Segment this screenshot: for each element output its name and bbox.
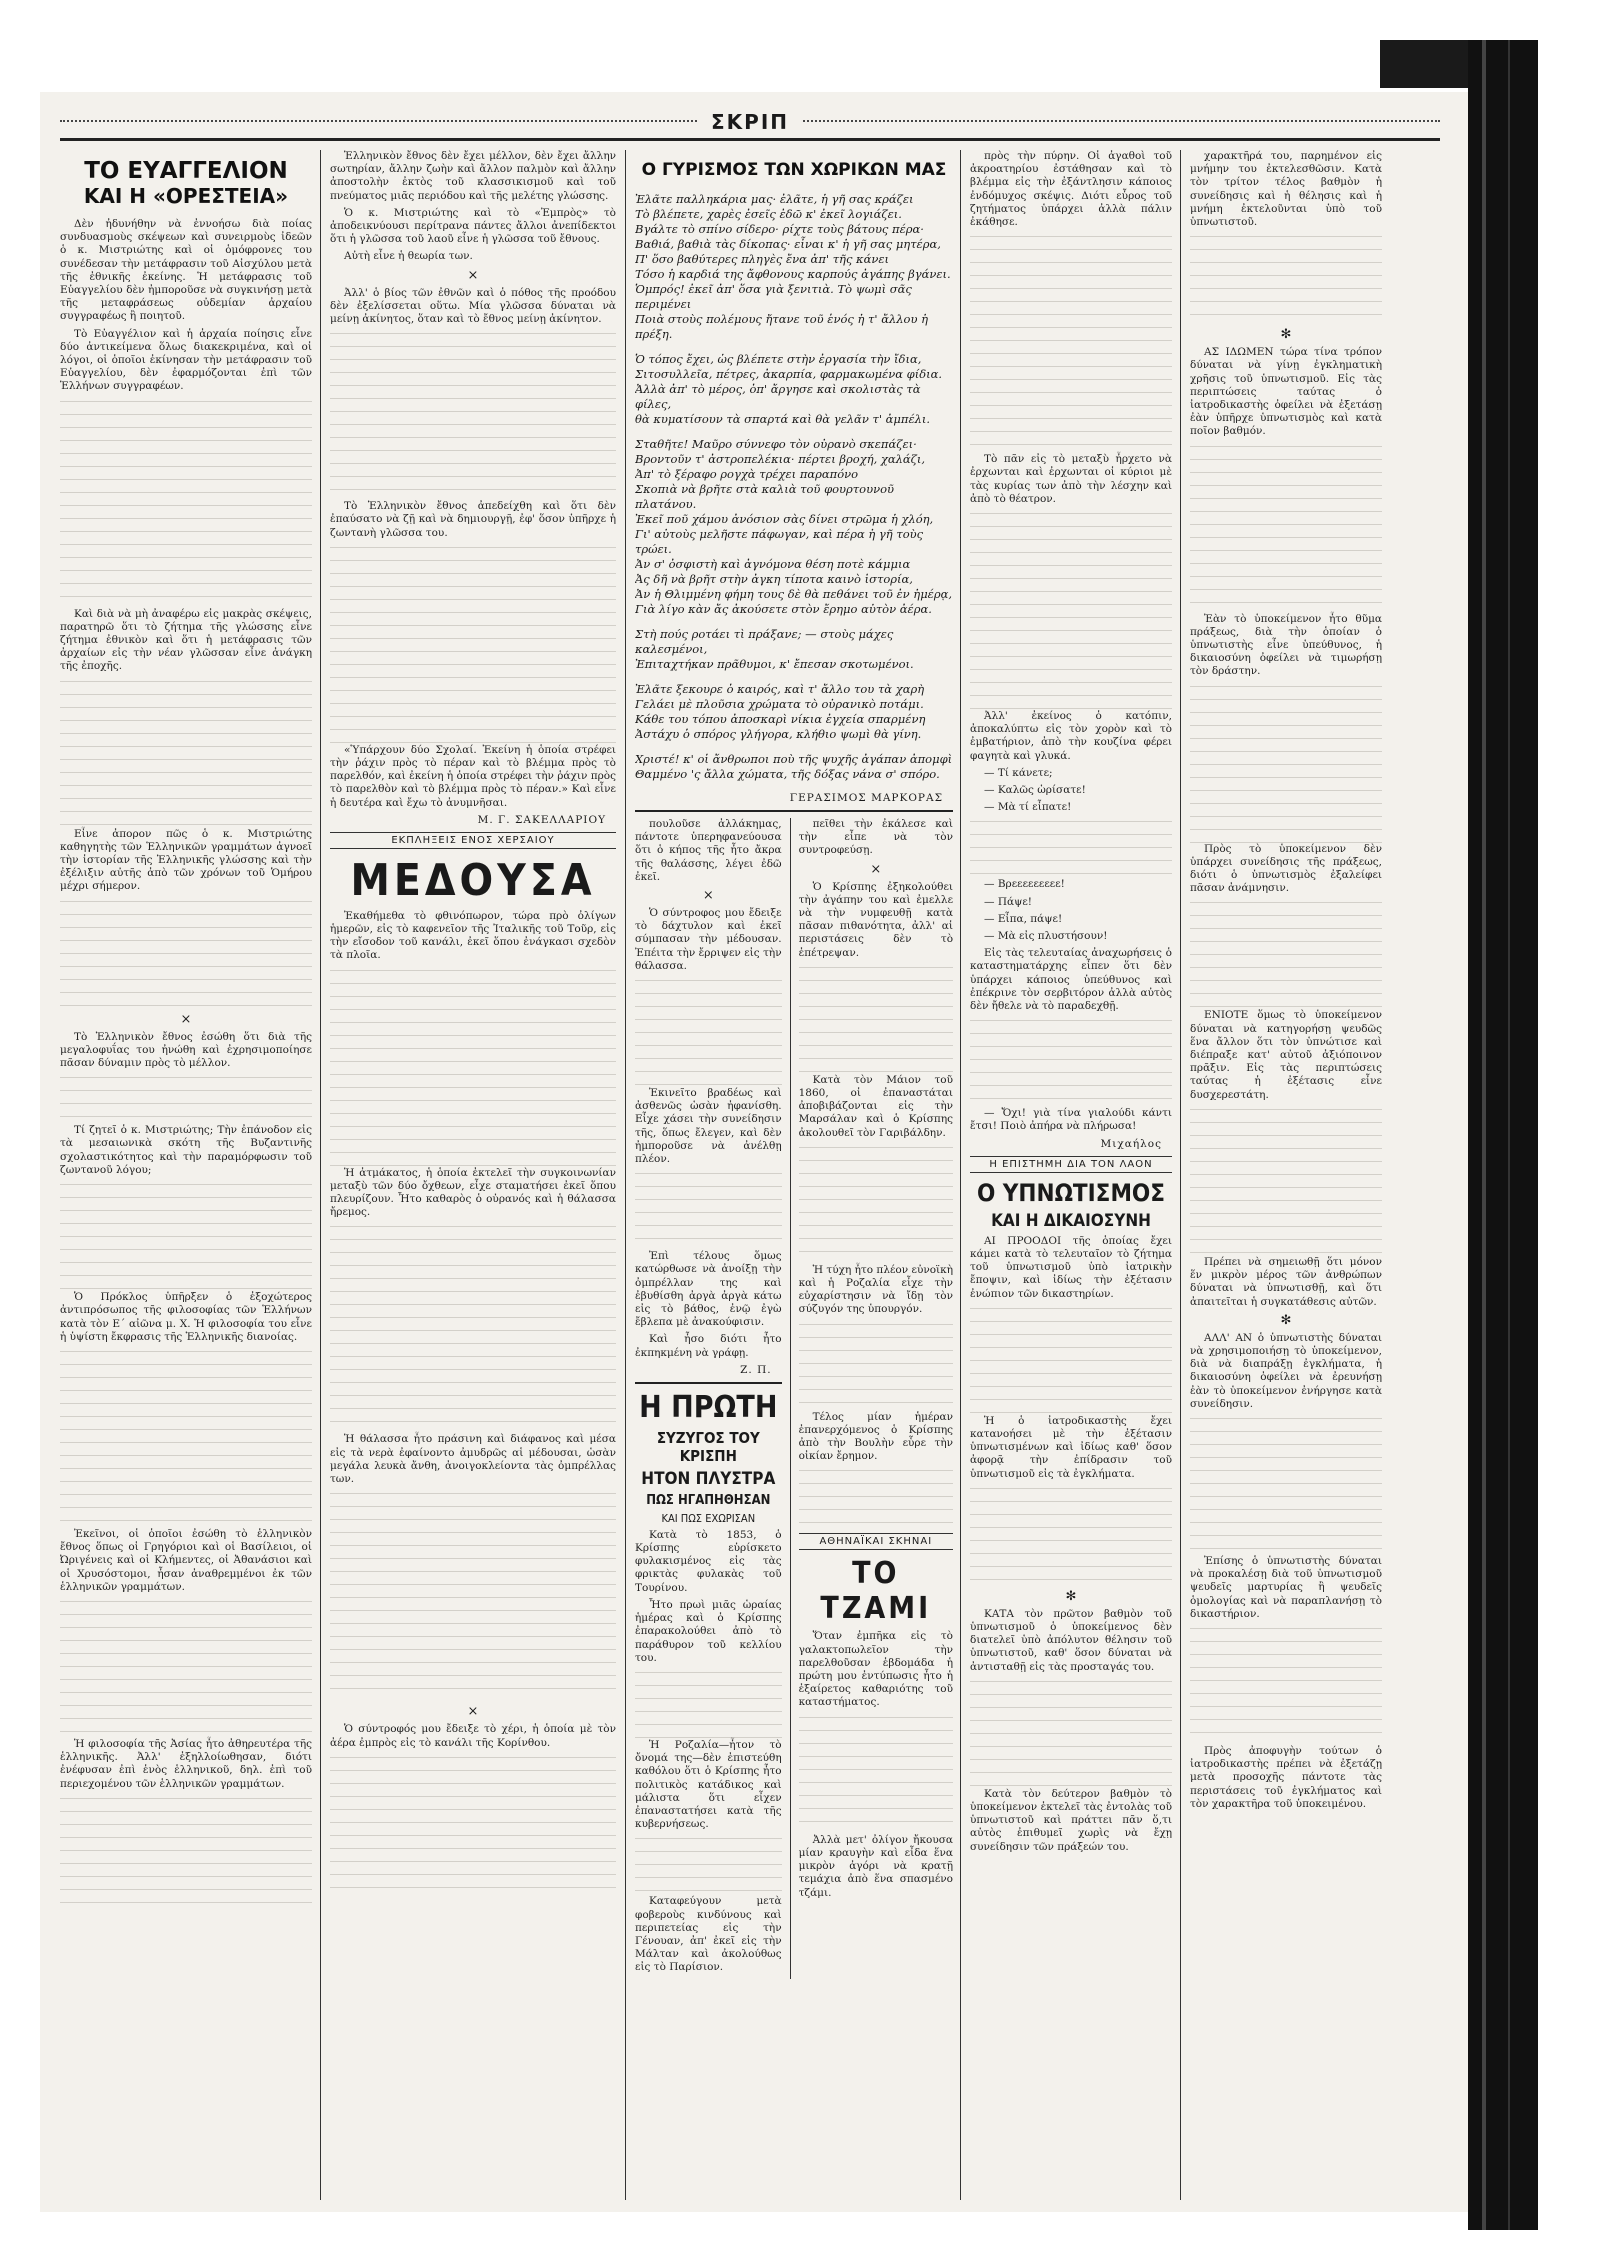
scan-binding-edge xyxy=(1468,40,1538,2230)
dialogue-line: — Μὰ τί εἶπατε! xyxy=(984,801,1072,814)
section-rule xyxy=(635,810,953,812)
column-3 xyxy=(635,150,953,2200)
article-paragraph: Εἰς τὰς τελευταίας ἀναχωρήσεις ὁ καταστηματάρχης εἶπεν ὅτι δὲν ὑπάρχει κάποιος ὑπεύθυνος καὶ ἐπέκρινε τὸν σερβιτόρον ἀλλὰ αὐτὸς δὲν ἤθελε νὰ τὸ παραδεχθῇ. xyxy=(970,947,1172,1013)
text-block-placeholder xyxy=(970,1485,1172,1585)
text-block-placeholder xyxy=(970,818,1172,878)
dialogue-line: — Πάψε! xyxy=(984,895,1032,908)
article-paragraph: Ἦτο πρωὶ μιᾶς ὡραίας ἡμέρας καὶ ὁ Κρίσπης ἐπαρακολούθει ἀπὸ τὸ παράθυρον τοῦ κελλίου του. xyxy=(635,1598,782,1664)
sub-column-left xyxy=(635,818,782,1979)
article-paragraph: ΑΙ ΠΡΟΟΔΟΙ τῆς ὁποίας ἔχει κάμει κατὰ τὸ τελευταῖον τὸ ζήτημα τοῦ ὑπνωτισμοῦ ὑπὸ ἰατρικὴν ἔποψιν, καὶ ἰδίως τὴν ἐξέτασιν ἐνώπιον τῶν δικαστηρίων. xyxy=(970,1234,1172,1300)
headline-dikaiosyni: ΚΑΙ Η ΔΙΚΑΙΟΣΥΝΗ xyxy=(991,1210,1151,1231)
article-paragraph: Καὶ ἦσο διότι ἦτο ἐκπηκμένη νὰ γράφῃ. xyxy=(635,1333,782,1359)
text-block-placeholder xyxy=(970,1017,1172,1107)
section-cross: × xyxy=(180,1011,192,1027)
text-block-placeholder xyxy=(330,1490,616,1700)
text-block-placeholder xyxy=(1190,1106,1382,1256)
article-paragraph: Τὸ Εὐαγγέλιον καὶ ἡ ἀρχαία ποίησις εἶνε δύο ἀντικείμενα ὅλως διακεκριμένα, καὶ οἱ λόγοι, οἱ ὁποῖοι ἐκίνησαν τὴν μετάφρασιν τοῦ Εὐαγγελίου, δὲν ἐφαρμόζονται ἐπὶ τῶν Ἑλλήνων συγγραφέων. xyxy=(60,327,312,393)
text-block-placeholder xyxy=(635,977,782,1087)
masthead xyxy=(60,110,1440,141)
article-paragraph: Ἑλληνικὸν ἔθνος δὲν ἔχει μέλλον, δὲν ἔχει ἄλλην σωτηρίαν, ἄλλην ζωὴν καὶ ἄλλον παλμὸν καὶ ἄλλην ἀποστολὴν ἐκτὸς τοῦ κλασσικισμοῦ καὶ τοῦ πνεύματος μιᾶς περιόδου καὶ τῆς μελέτης γλώσσης. xyxy=(330,150,616,202)
article-paragraph: Ἐκεῖνοι, οἱ ὁποῖοι ἐσώθη τὸ ἑλληνικὸν ἔθνος ὅπως οἱ Γρηγόριοι καὶ οἱ Βασίλειοι, οἱ Ὠριγένεις καὶ οἱ Κλήμεντες, οἱ Ἀθανάσιοι καὶ οἱ Χρυσόστομοι, ἦσαν ἀναθρεμμένοι ἐκ τῶν ἑλληνικῶν γραμμάτων. xyxy=(60,1527,312,1593)
headline-pos-agapithisan: ΠΩΣ ΗΓΑΠΗΘΗΣΑΝ xyxy=(646,1492,771,1508)
article-paragraph: Ἡ ὁ ἰατροδικαστὴς ἔχει κατανοήσει μὲ τὴν ἐξέτασιν ὑπνωτισμένων καὶ ἰδίως καθ' ὅσον ἀφορᾷ τὴν ἐπίδρασιν τοῦ ὑπνωτισμοῦ εἰς τὰ ἐγκλήματα. xyxy=(970,1414,1172,1480)
poem-byline: ΓΕΡΑΣΙΜΟΣ ΜΑΡΚΟΡΑΣ xyxy=(789,792,943,804)
section-star: ✻ xyxy=(1280,327,1292,343)
sub-column-rule xyxy=(790,818,791,1979)
article-paragraph: Ὁ Κρίσπης ἐξηκολούθει τὴν ἀγάπην του καὶ ἐμελλε νὰ τὴν νυμφευθῇ κατὰ πᾶσαν πιθανότητα, ἀλλ' αἱ περιστάσεις δὲν τὸ ἐπέτρεψαν. xyxy=(798,880,953,959)
poem-stanza: Σταθῆτε! Μαῦρο σύννεφο τὸν οὐρανὸ σκεπάζει· Βροντοῦν τ' ἀστροπελέκια· πέρτει βροχή, χαλάζι, Ἀπ' τὸ ξέραφο ρογχὰ τρέχει παραπόνο Σκοπιὰ νὰ βρῆτε στὰ καλιὰ τοῦ φουρτουνοῦ πλατάνου. Ἐκεῖ ποῦ χάμου ἀνόσιον σὰς δίνει στρῶμα ἡ χλόη, Γι' αὐτοὺς μελῆστε πάφωγαν, καὶ πέρα ἡ γῆ τοὺς τρώει. Ἀν σ' ὀσφιστὴ καὶ ἀγνόμονα θέση ποτὲ κάμμια Ἀς δῆ νὰ βρῆτ στὴν ἀγκη τίποτα καινὸ ἱστορία, Ἀν ἡ Θλιμμένη φήμη τους δὲ θὰ πεθάνει τοῦ ἐν ἡμέρᾳ, Γιὰ λίγο κὰν ἄς ἀκούσετε στὸν ἔρημο αὐτὸν ἀέρα. xyxy=(635,437,953,616)
text-block-placeholder xyxy=(799,1714,953,1834)
article-paragraph: Ἀλλὰ μετ' ὀλίγον ἤκουσα μίαν κραυγὴν καὶ εἶδα ἕνα μικρὸν ἀγόρι νὰ κρατῇ τεμάχια ἀπὸ ἕνα σπασμένο τζάμι. xyxy=(798,1833,953,1899)
article-byline: Μ. Γ. ΣΑΚΕΛΛΑΡΙΟΥ xyxy=(477,813,606,826)
article-paragraph: Καὶ διὰ νὰ μὴ ἀναφέρω εἰς μακρὰς σκέψεις, παρατηρῶ ὅτι τὸ ζήτημα τῆς γλώσσης εἶνε ζήτημα ἐθνικὸν καὶ ὅτι ἡ μετάφρασις τῶν ἀρχαίων εἰς τὴν νέαν γλῶσσαν εἶνε ἀνάγκη τῆς ἐποχῆς. xyxy=(60,607,312,673)
article-paragraph: Τὸ πᾶν εἰς τὸ μεταξὺ ἦρχετο νὰ ἐρχωνται καὶ ἐρχωνται οἱ κύριοι μὲ τὰς κυρίας των ἀπὸ τὴν λέσχην καὶ ἀπὸ τὸ θέατρον. xyxy=(970,453,1172,505)
article-paragraph: Κατὰ τὸν δεύτερον βαθμὸν τὸ ὑποκείμενον ἐκτελεῖ τὰς ἐντολὰς τοῦ ὑπνωτιστοῦ καὶ πράττει πᾶν ὅ,τι αὐτὸς ἐπιθυμεῖ χωρὶς νὰ ἔχῃ συνείδησιν τῶν πράξεών του. xyxy=(970,1787,1172,1853)
column-rule xyxy=(960,150,961,2200)
article-paragraph: Αὐτὴ εἶνε ἡ θεωρία των. xyxy=(344,250,473,263)
text-block-placeholder xyxy=(60,1074,312,1124)
text-block-placeholder xyxy=(1190,233,1382,323)
column-1 xyxy=(60,150,312,2200)
article-paragraph: Πρὸς τὸ ὑποκείμενον δὲν ὑπάρχει συνείδησις τῆς πράξεως, διότι ὁ ὑπνωτισμὸς ἐξαλείφει πᾶσαν ἀνάμνησιν. xyxy=(1190,842,1382,895)
text-block-placeholder xyxy=(1190,1415,1382,1555)
text-block-placeholder xyxy=(970,510,1172,710)
poem-stanza: Ἐλᾶτε ξεκουρε ὁ καιρός, καὶ τ' ἄλλο του τὰ χαρὴ Γελάει μὲ πλοῦσια χρώματα τὸ οὐρανικὸ ποτάμι. Κάθε του τόπου ἀποσκαρὶ νίκια ἐγχεία σπαρμένη Ἀστάχυ ὁ σπόρος γλήγορα, κλήθιο ψωμὶ θὰ γίνη. xyxy=(635,682,926,741)
section-kicker: ΑΘΗΝΑΪΚΑΙ ΣΚΗΝΑΙ xyxy=(799,1533,953,1550)
text-block-placeholder xyxy=(60,1181,312,1291)
article-paragraph: Ἐκινεῖτο βραδέως καὶ ἀσθενῶς ὡσὰν ἠφανίσθη. Εἶχε χάσει τὴν συνείδησιν τῆς, ὅπως ἔλεγεν, καὶ δὲν ἠμποροῦσε νὰ ἀνέλθῃ πλέον. xyxy=(635,1087,782,1166)
column-rule xyxy=(625,150,626,2200)
headline-gyrismos: Ο ΓΥΡΙΣΜΟΣ ΤΩΝ ΧΩΡΙΚΩΝ ΜΑΣ xyxy=(641,160,947,180)
article-paragraph: Ἡ φιλοσοφία τῆς Ἀσίας ἦτο ἀθηρευτέρα τῆς ἑλληνικῆς. Ἀλλ' ἐξηλλοίωθησαν, διότι ἐνέφυσαν ἐπὶ ἑνὸς ἑλληνικοῦ, δηλ. ἐπὶ τοῦ περιεχομένου τῶν ἑλληνικῶν γραμμάτων. xyxy=(60,1737,312,1790)
text-block-placeholder xyxy=(60,1795,312,1915)
headline-pos-exorisan: ΚΑΙ ΠΩΣ ΕΧΩΡΙΣΑΝ xyxy=(661,1511,756,1525)
article-paragraph: πουλοῦσε ἀλλάκημας, πάντοτε ὑπερηφανεύουσα ὅτι ὁ κήπος τῆς ἦτο ἄκρα τῆς θαλάσσης, λέγει ἐδῶ ἐκεῖ. xyxy=(635,818,782,883)
text-block-placeholder xyxy=(970,1305,1172,1415)
column-rule xyxy=(1180,150,1181,2200)
column-rule xyxy=(320,150,321,2200)
text-block-placeholder xyxy=(60,1598,312,1738)
text-block-placeholder xyxy=(1190,683,1382,843)
article-paragraph: Ἀλλ' ἐκείνος ὁ κατόπιν, ἀποκαλύπτω εἰς τὸν χορὸν καὶ τὸ ἐμβατήριον, ἀπὸ τὴν κουζίνα φέρει φαγητὰ καὶ γλυκά. xyxy=(970,710,1172,762)
text-block-placeholder xyxy=(330,1223,616,1433)
poem-stanza: Ὁ τόπος ἔχει, ὡς βλέπετε στὴν ἐργασία τὴν ἴδια, Σιτοσυλλεῖα, πέτρες, ἀκαρπία, φαρμακωμένα φίδια. Ἀλλὰ ἀπ' τὸ μέρος, ὁπ' ἄργησε καὶ σκολιστὰς τὰ φίλες, θὰ κυματίσουν τὰ σπαρτά καὶ θὰ γελᾶν τ' ἀμπέλι. xyxy=(635,352,943,426)
masthead-title: ΣΚΡΙΠ xyxy=(697,110,803,134)
article-paragraph: Ἐπὶ τέλους ὅμως κατώρθωσε νὰ ἀνοίξῃ τὴν ὀμπρέλλαν της καὶ ἐβυθίσθη ἀργὰ ἀργὰ κάτω εἰς τὸ βάθος, ἐνῷ ἐγὼ ἔβλεπα μὲ ἀνακούφισιν. xyxy=(635,1250,782,1329)
text-block-placeholder xyxy=(1190,443,1382,613)
section-kicker: ΕΚΠΛΗΞΕΙΣ ΕΝΟΣ ΧΕΡΣΑΙΟΥ xyxy=(330,832,616,849)
article-paragraph: Ὁ Πρόκλος ὑπῆρξεν ὁ ἐξοχώτερος ἀντιπρόσωπος τῆς φιλοσοφίας τῶν Ἑλλήνων κατὰ τὸν Ε΄ αἰῶνα μ. Χ. Ἡ φιλοσοφία του εἶνε ἡ ὑψίστη ἔκφρασις τῆς Ἑλληνικῆς διανοίας. xyxy=(60,1291,312,1343)
article-paragraph: ΑΛΛ' ΑΝ ὁ ὑπνωτιστὴς δύναται νὰ χρησιμοποιήσῃ τὸ ὑποκείμενον, διὰ νὰ διαπράξῃ ἐγκλήματα, ἡ δικαιοσύνη ὀφείλει νὰ ἐρευνήσῃ ἐὰν τὸ ὑποκείμενον ἐνήργησε κατὰ συνείδησιν. xyxy=(1190,1331,1382,1410)
text-block-placeholder xyxy=(60,678,312,828)
article-paragraph: — Ὄχι! γιὰ τίνα γιαλούδι κάντι ἔτσι! Ποιὸ ἀπήρα νὰ πλήρωσα! xyxy=(970,1107,1172,1133)
column-5 xyxy=(1190,150,1382,2200)
article-paragraph: Κατὰ τὸ 1853, ὁ Κρίσπης εὑρίσκετο φυλακισμένος εἰς τὰς φρικτὰς φυλακὰς τοῦ Τουρίνου. xyxy=(635,1528,782,1594)
text-block-placeholder xyxy=(635,1669,782,1739)
binding-line xyxy=(1508,40,1510,2230)
article-paragraph: Ἡ τύχη ἦτο πλέον εὐνοϊκὴ καὶ ἡ Ροζαλία εἶχε τὴν εὐχαρίστησιν νὰ ἴδῃ τὸν σύζυγόν της ὑπουργόν. xyxy=(798,1263,953,1316)
article-paragraph: χαρακτῆρά του, παρημένον εἰς μνήμην του ἐκτελεσθῶσιν. Κατὰ τὸν τρίτον τέλος βαθμὸν ἡ συνείδησις καὶ ἡ θέλησις καὶ ἡ μνήμη ἐκτελοῦνται ὑπὸ τοῦ ὑπνωτιστοῦ. xyxy=(1190,150,1382,229)
article-paragraph: Ὁ κ. Μιστριώτης καὶ τὸ «Ἐμπρὸς» τὸ ἀποδεικνύουσι περίτρανα πάντες ἄλλοι ἀνεπίδεκτοι ὅτι ἡ γλῶσσα τοῦ λαοῦ εἶνε ἡ γλῶσσα τοῦ ἔθνους. xyxy=(330,206,616,246)
headline-plystra: ΗΤΟΝ ΠΛΥΣΤΡΑ xyxy=(641,1468,776,1489)
article-paragraph: Ἐπίσης ὁ ὑπνωτιστὴς δύναται νὰ προκαλέσῃ διὰ τοῦ ὑπνωτισμοῦ ψευδεῖς μαρτυρίας ἢ ψευδεῖς ὁμολογίας καὶ νὰ παραπλανήσῃ τὸ δικαστήριον. xyxy=(1190,1554,1382,1620)
article-paragraph: Τί ζητεῖ ὁ κ. Μιστριώτης; Τὴν ἐπάνοδον εἰς τὰ μεσαιωνικὰ σκότη τῆς Βυζαντινῆς σχολαστικότητος καὶ τὴν παραμόρφωσιν τοῦ ζωντανοῦ λόγου; xyxy=(60,1124,312,1176)
scan-top-margin xyxy=(0,40,1538,92)
text-block-placeholder xyxy=(330,1754,616,1894)
article-paragraph: Τὸ Ἑλληνικὸν ἔθνος ἐσώθη ὅτι διὰ τῆς μεγαλοφυΐας του ἠνώθη καὶ ἐχρησιμοποίησε πᾶσαν δύναμιν πρὸς τὸ μέλλον. xyxy=(60,1030,312,1070)
poem-stanza: Ἐλᾶτε παλληκάρια μας· ἐλᾶτε, ἡ γῆ σας κράζει Τὸ βλέπετε, χαρὲς ἐσεῖς ἐδῶ κ' ἐκεῖ λογιάζει. Βγάλτε τὸ σπίνο σίδερο· ρίχτε τοὺς βάτους πέρα· Βαθιά, βαθιὰ τὰς δίκοπας· εἶναι κ' ἡ γῆ σας μητέρα, Π' ὅσο βαθύτερες πληγὲς ἔνα ἀπ' τῆς κάνει Τόσο ἡ καρδιά της ἄφθονους καρπούς ἀγάπης βγάνει. Ὁμπρός! ἐκεῖ ἀπ' ὅσα γιὰ ξενιτιὰ. Τὸ ψωμὶ σᾶς περιμένει Ποιὰ στοὺς πολέμους ἤτανε τοῦ ἑνός ἡ τ' ἄλλου ἡ πρέξη. xyxy=(635,192,951,341)
article-paragraph: «Ὑπάρχουν δύο Σχολαί. Ἐκείνη ἡ ὁποία στρέφει τὴν ῥάχιν πρὸς τὸ πέραν καὶ τὸ βλέμμα πρὸς τὸ παρελθόν, καὶ ἐκείνη ἡ ὁποία στρέφει τὴν ῥάχιν πρὸς τὸ παρελθὸν καὶ τὸ βλέμμα πρὸς τὸ πέραν.» Καὶ εἶνε ἡ δευτέρα καὶ ἔχω τὸ ἀνυμνῆσαι. xyxy=(330,743,616,809)
dialogue-line: — Μὰ εἰς πλυστήσουν! xyxy=(984,930,1108,943)
column-4 xyxy=(970,150,1172,2200)
article-paragraph: Ἐὰν τὸ ὑποκείμενον ἦτο θῦμα πράξεως, διὰ τὴν ὁποίαν ὁ ὑπνωτιστὴς εἶνε ὑπεύθυνος, ἡ δικαιοσύνη ὀφείλει νὰ τιμωρήσῃ τὸν δράστην. xyxy=(1190,612,1382,678)
text-block-placeholder xyxy=(799,1144,953,1264)
text-block-placeholder xyxy=(799,1321,953,1411)
column-2 xyxy=(330,150,616,2200)
headline-oresteia: ΚΑΙ Η «ΟΡΕΣΤΕΙΑ» xyxy=(83,184,289,208)
section-cross: × xyxy=(467,1704,479,1720)
text-block-placeholder xyxy=(330,544,616,744)
text-block-placeholder xyxy=(1190,899,1382,1009)
article-paragraph: Ἀλλ' ὁ βίος τῶν ἐθνῶν καὶ ὁ πόθος τῆς προόδου δὲν ἐξελίσσεται οὕτω. Μία γλῶσσα δύναται νὰ μείνῃ ἀκίνητος, ὅταν καὶ τὸ ἔθνος μείνῃ ἀκίνητον. xyxy=(330,286,616,326)
section-star: ✻ xyxy=(1280,1312,1292,1328)
text-block-placeholder xyxy=(799,1467,953,1527)
section-rule xyxy=(635,1382,782,1384)
article-paragraph: ΑΣ ΙΔΩΜΕΝ τώρα τίνα τρόπον δύναται νὰ γίνῃ ἐγκληματικὴ χρῆσις τοῦ ὑπνωτισμοῦ. Εἰς τὰς περιπτώσεις ταύτας ὁ ἰατροδικαστὴς ὀφείλει νὰ ἐξετάσῃ ἐὰν ὑπῆρχε ὑπνωτισμὸς καὶ κατὰ ποῖον βαθμόν. xyxy=(1190,346,1382,438)
headline-syzygos: ΣΥΖΥΓΟΣ ΤΟΥ ΚΡΙΣΠΗ xyxy=(656,1428,760,1465)
headline-ypnotismos: Ο ΥΠΝΩΤΙΣΜΟΣ xyxy=(976,1178,1166,1207)
section-cross: × xyxy=(702,888,714,904)
article-paragraph: Ἐκαθήμεθα τὸ φθινόπωρον, τώρα πρὸ ὀλίγων ἡμερῶν, εἰς τὸ καφενεῖον τῆς Ἰταλικῆς τοῦ Τοῦρ, εἰς τὴν εἴσοδον τοῦ κανάλι, ἐκεῖ ὅπου ἐνάγκασι σχεδὸν τὰ πλοῖα. xyxy=(330,909,616,962)
article-paragraph: Τέλος μίαν ἡμέραν ἐπανερχόμενος ὁ Κρίσπης ἀπὸ τὴν Βουλὴν εὗρε τὴν οἰκίαν ἔρημον. xyxy=(798,1410,953,1463)
headline-tzami: ΤΟ ΤΖΑΜΙ xyxy=(820,1556,932,1627)
text-block-placeholder xyxy=(1190,1625,1382,1745)
article-paragraph: Ἡ θάλασσα ἦτο πράσινη καὶ διάφανος καὶ μέσα εἰς τὰ νερὰ ἐφαίνοντο ἀμυδρῶς αἱ μέδουσαι, ὡσὰν μεγάλα λευκὰ ἄνθη, ἀνοιγοκλείοντα τὰς ὀμπρέλλας των. xyxy=(330,1433,616,1486)
text-block-placeholder xyxy=(60,1348,312,1528)
article-paragraph: Ὁ σύντροφός μου ἔδειξε τὸ χέρι, ἡ ὁποία μὲ τὸν ἀέρα ἐμπρὸς εἰς τὸ κανάλι τῆς Κορίνθου. xyxy=(330,1723,616,1749)
headline-proti: Η ΠΡΩΤΗ xyxy=(639,1389,778,1425)
article-paragraph: Ἡ ἀτμάκατος, ἡ ὁποία ἐκτελεῖ τὴν συγκοινωνίαν μεταξὺ τῶν δύο ὄχθεων, εἶχε σταματήσει ἐκεῖ ὅπου πλευρίζουν. Ἦτο καθαρὸς ὁ οὐρανός καὶ ἡ θάλασσα ἤρεμος. xyxy=(330,1166,616,1219)
text-block-placeholder xyxy=(635,1835,782,1895)
article-paragraph: πρὸς τὴν πύρην. Οἱ ἀγαθοὶ τοῦ ἀκροατηρίου ἐστάθησαν καὶ τὸ βλέμμα εἰς τὴν ἐξάντλησιν κάποιος ἐνδόμυχος σκέψις. Διότι εὗρος τοῦ ζητήματος ὑπάρχει ἀλλὰ πάλιν ἐκάθησε. xyxy=(970,150,1172,229)
sub-column-right xyxy=(799,818,953,1979)
article-paragraph: ΕΝΙΟΤΕ ὅμως τὸ ὑποκείμενον δύναται νὰ κατηγορήσῃ ψευδῶς ἕνα ἄλλον ὅτι τὸν ὑπνώτισε καὶ διέπραξε κατ' αὐτοῦ ἀξιόποινον πρᾶξιν. Εἰς τὰς περιπτώσεις ταύτας ἡ ἐξέτασις εἶνε δυσχερεστάτη. xyxy=(1190,1009,1382,1101)
article-signature: Ζ. Π. xyxy=(740,1363,772,1376)
dialogue-line: — Εἶπα, πάψε! xyxy=(984,912,1063,925)
lower-sub-columns xyxy=(635,818,953,1979)
article-paragraph: Πρέπει νὰ σημειωθῇ ὅτι μόνον ἕν μικρὸν μέρος τῶν ἀνθρώπων δύναται νὰ ὑπνωτισθῇ, καὶ ὅτι ἀπαιτεῖται ἡ συγκατάθεσις αὐτῶν. xyxy=(1190,1255,1382,1308)
text-block-placeholder xyxy=(970,233,1172,453)
article-signature: Μιχαήλος xyxy=(1100,1137,1162,1150)
binding-line xyxy=(1482,40,1486,2230)
section-kicker: Η ΕΠΙΣΤΗΜΗ ΔΙΑ ΤΟΝ ΛΑΟΝ xyxy=(970,1156,1172,1173)
article-paragraph: Πρὸς ἀποφυγὴν τούτων ὁ ἰατροδικαστὴς πρέπει νὰ ἐξετάζῃ μετὰ προσοχῆς πάντοτε τὰς περιστάσεις τοῦ ἐγκλήματος καὶ τὸν χαρακτῆρα τοῦ ὑποκειμένου. xyxy=(1190,1744,1382,1810)
dialogue-line: — Βρεεεεεεεεε! xyxy=(984,878,1065,891)
headline-evangelion: ΤΟ ΕΥΑΓΓΕΛΙΟΝ xyxy=(84,158,288,184)
dialogue-line: — Τί κάνετε; xyxy=(984,766,1053,779)
text-block-placeholder xyxy=(60,898,312,1008)
headline-medousa: ΜΕΔΟΥΣΑ xyxy=(350,854,596,906)
poem-stanza: Στὴ πούς ροτάει τὶ πράξανε; — στοὺς μάχες καλεσμένοι, Ἐπιταχτήκαν πρᾶθυμοι, κ' ἔπεσαν σκοτωμένοι. xyxy=(635,627,914,671)
article-paragraph: Καταφεύγουν μετὰ φοβεροὺς κινδύνους καὶ περιπετείας εἰς τὴν Γένουαν, ἀπ' ἐκεῖ εἰς τὴν Μάλταν καὶ ἀκολούθως εἰς τὸ Παρίσιον. xyxy=(635,1895,782,1974)
text-block-placeholder xyxy=(330,330,616,500)
article-paragraph: ΚΑΤΑ τὸν πρῶτον βαθμὸν τοῦ ὑπνωτισμοῦ ὁ ὑποκείμενος δὲν διατελεῖ ὑπὸ ἀπόλυτον θέλησιν τοῦ ὑπνωτιστοῦ, καθ' ὅσον δύναται νὰ ἀντισταθῇ εἰς τὰς προσταγάς του. xyxy=(970,1607,1172,1673)
article-paragraph: Ὁ σύντροφος μου ἔδειξε τὸ δάχτυλον καὶ ἐκεῖ σύμπασαν τὴν μέδουσαν. Ἐπέιτα τὴν ἔρριψεν εἰς τὴν θάλασσα. xyxy=(635,907,782,972)
text-block-placeholder xyxy=(60,398,312,608)
text-block-placeholder xyxy=(635,1170,782,1250)
text-block-placeholder xyxy=(330,967,616,1167)
poem-stanza: Χριστέ! κ' οἱ ἄνθρωποι ποὺ τῆς ψυχῆς ἀγάπαν ἀπομφὶ Θαμμένο 'ς ἄλλα χώματα, τῆς δόξας νάνα σ' σπόρο. xyxy=(635,752,953,781)
section-cross: × xyxy=(870,861,882,877)
article-paragraph: Ὅταν ἐμπῆκα εἰς τὸ γαλακτοπωλεῖον τὴν παρελθοῦσαν ἑβδομάδα ἡ πρώτη μου ἐντύπωσις ἦτο ἡ ἐξαίρετος καθαριότης τοῦ καταστήματος. xyxy=(798,1630,953,1709)
dialogue-line: — Καλῶς ὡρίσατε! xyxy=(984,784,1086,797)
article-paragraph: Κατὰ τὸν Μάιον τοῦ 1860, οἱ ἐπαναστάται ἀποβιβάζονται εἰς τὴν Μαρσάλαν καὶ ὁ Κρίσπης ἀκολουθεῖ τὸν Γαριβάλδην. xyxy=(798,1073,953,1139)
article-paragraph: Ἡ Ροζαλία—ἦτον τὸ ὄνομά της—δὲν ἐπιστεύθη καθόλου ὅτι ὁ Κρίσπης ἦτο πολιτικὸς κατάδικος καὶ μάλιστα ὅτι εἶχεν ἐπαναστατήσει κατὰ τῆς κυβερνήσεως. xyxy=(635,1738,782,1831)
article-paragraph: πεῖθει τὴν ἐκάλεσε καὶ τὴν εἶπε νὰ τὸν συντροφεύσῃ. xyxy=(798,818,953,857)
article-paragraph: Τὸ Ἑλληνικὸν ἔθνος ἀπεδείχθη καὶ ὅτι δὲν ἐπαύσατο νὰ ζῇ καὶ νὰ δημιουργῇ, ἐφ' ὅσον ὑπῆρχε ἡ ζωντανὴ γλῶσσα του. xyxy=(330,500,616,539)
article-paragraph: Δὲν ἠδυνήθην νὰ ἐννοήσω διὰ ποίας συνδυασμοὺς σκέψεων καὶ συνειρμοὺς ἰδεῶν ὁ κ. Μιστριώτης καὶ οἱ ὁμόφρονες του συνέδεσαν τὴν μετάφρασιν τοῦ Αἰσχύλου μετὰ τῆς ἐθνικῆς ἐκείνης. Ἡ μετάφρασις τοῦ Εὐαγγελίου δὲν ἠμποροῦσε νὰ συγκινήσῃ μετὰ τῆς μεταφράσεως οὐδεμίαν ἀρχαίου συγγραφέως ἢ ποιητοῦ. xyxy=(60,218,312,323)
section-cross: × xyxy=(467,267,479,283)
text-block-placeholder xyxy=(799,964,953,1074)
section-star: ✻ xyxy=(1065,1588,1077,1604)
text-block-placeholder xyxy=(970,1678,1172,1788)
article-paragraph: Εἶνε ἀπορον πῶς ὁ κ. Μιστριώτης καθηγητὴς τῶν Ἑλληνικῶν γραμμάτων ἀγνοεῖ τὴν ἱστορίαν τῆς Ἑλληνικῆς γλώσσης καὶ τὴν ἐξέλιξιν αὐτῆς ἀπὸ τῶν χρόνων τοῦ Ὁμήρου μέχρι σήμερον. xyxy=(60,827,312,893)
